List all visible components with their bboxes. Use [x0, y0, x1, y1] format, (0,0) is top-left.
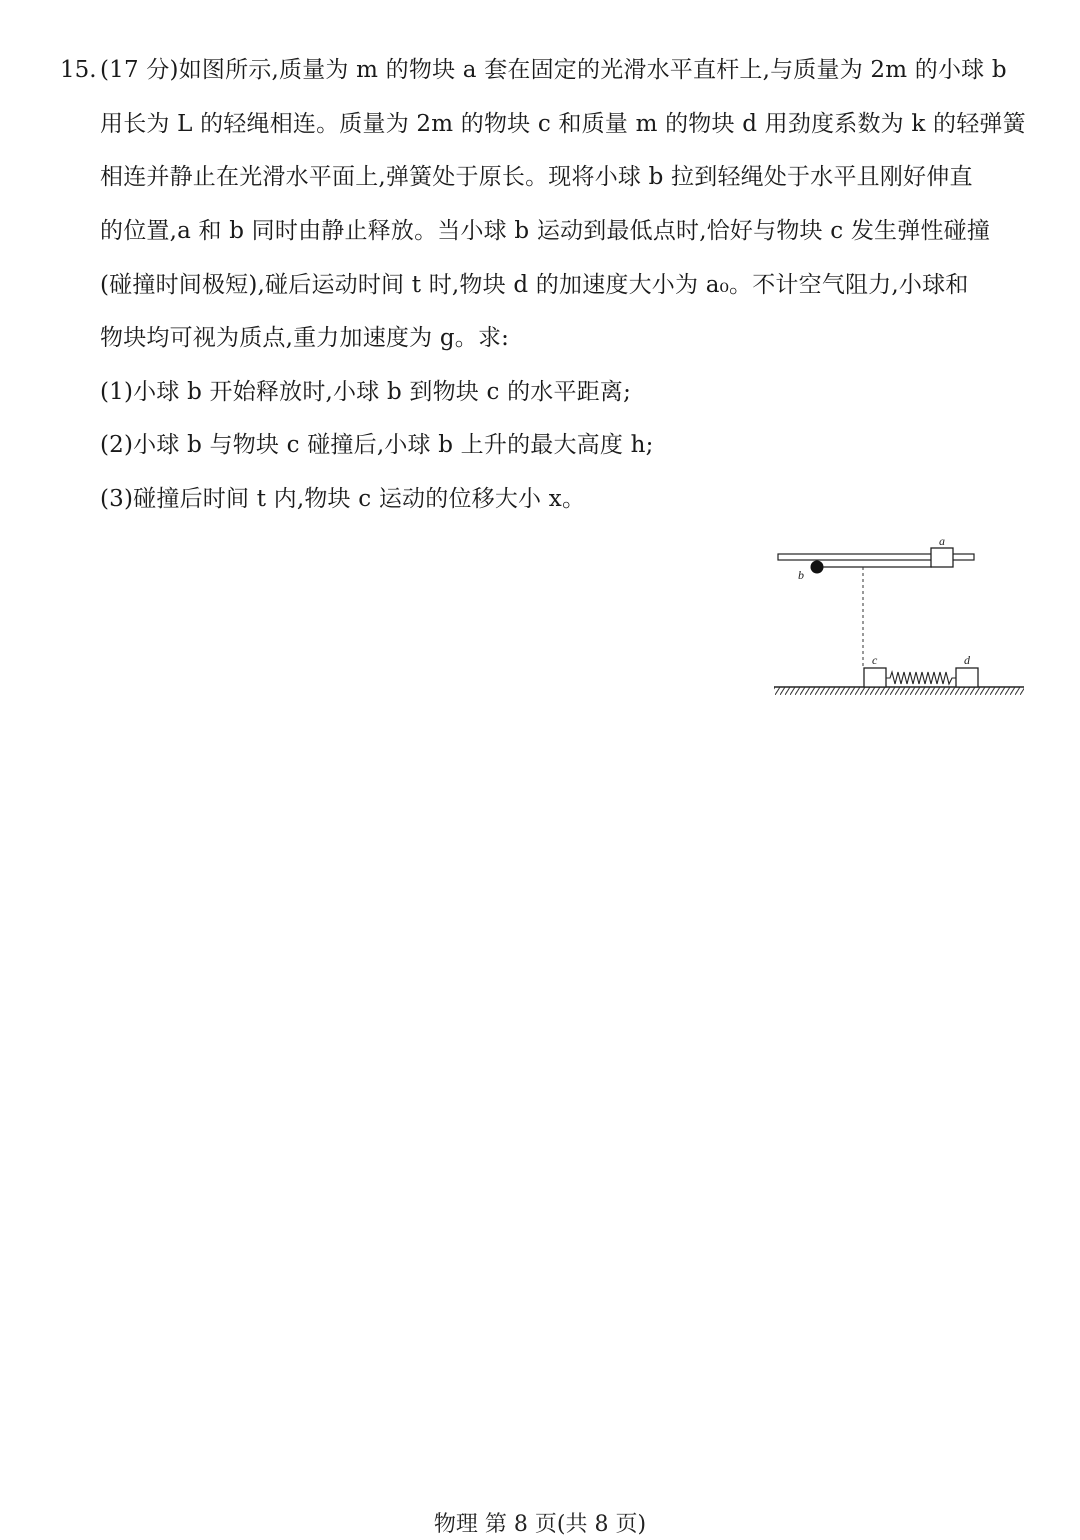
spring [886, 672, 956, 684]
problem-line-6: 物块均可视为质点,重力加速度为 g。求: [100, 325, 510, 351]
sub-question-3: (3)碰撞后时间 t 内,物块 c 运动的位移大小 x。 [100, 486, 586, 512]
sub-question-1: (1)小球 b 开始释放时,小球 b 到物块 c 的水平距离; [100, 379, 632, 405]
label-d: d [964, 653, 970, 667]
problem-line-2: 用长为 L 的轻绳相连。质量为 2m 的物块 c 和质量 m 的物块 d 用劲度系数为 k 的轻弹簧 [100, 111, 1026, 137]
label-c: c [872, 653, 878, 667]
physics-diagram [770, 535, 1030, 709]
problem-line-4: 的位置,a 和 b 同时由静止释放。当小球 b 运动到最低点时,恰好与物块 c 发生弹性碰撞 [100, 218, 991, 244]
sub-question-2: (2)小球 b 与物块 c 碰撞后,小球 b 上升的最大高度 h; [100, 432, 654, 458]
ground [774, 687, 1024, 695]
label-b: b [798, 568, 804, 582]
ball-b [811, 561, 824, 574]
label-a: a [939, 535, 945, 548]
page-footer: 物理 第 8 页(共 8 页) [433, 1512, 647, 1537]
block-c [864, 668, 886, 687]
question-number: 15. [60, 57, 97, 83]
block-a [931, 548, 953, 567]
problem-line-1: (17 分)如图所示,质量为 m 的物块 a 套在固定的光滑水平直杆上,与质量为 2m 的小球 b [100, 57, 1007, 83]
problem-line-3: 相连并静止在光滑水平面上,弹簧处于原长。现将小球 b 拉到轻绳处于水平且刚好伸直 [100, 164, 973, 190]
block-d [956, 668, 978, 687]
problem-line-5: (碰撞时间极短),碰后运动时间 t 时,物块 d 的加速度大小为 a₀。不计空气阻力,小球和 [100, 272, 969, 298]
